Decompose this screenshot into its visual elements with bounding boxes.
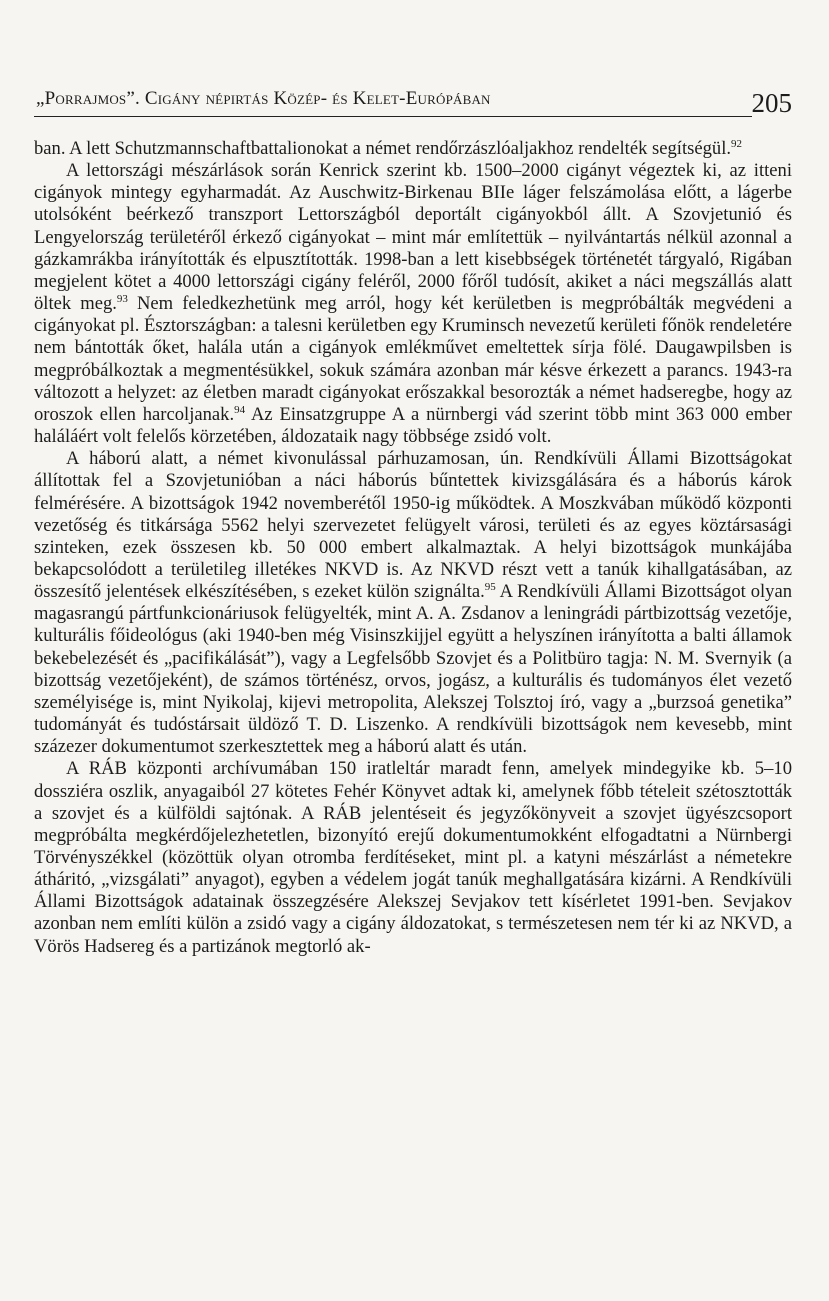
paragraph-text: A RÁB központi archívumában 150 iratleltár maradt fenn, amelyek mindegyike kb. 5–10 dossziéra oszlik, anyagaiból 27 kötetes Fehér Könyvet adtak ki, amelynek főbb tételeit szétosztották a szovjet és a külföldi sajtónak. A RÁB jelentéseit és jegyzőkönyveit a szovjet ügyészcsoport megpróbálta megkérdőjelezhetetlen, bizonyító erejű dokumentumokként elfogadtatni a Nürnbergi Törvényszékkel (közöttük olyan otromba ferdítéseket, mint pl. a katyni mészárlást a németekre átháritó, „vizsgálati” anyagot), egyben a védelem jogát tanúk meghallgatására kizárni. A Rendkívüli Állami Bizottságok adatainak összegzésére Alekszej Sevjakov tett kísérletet 1991-ben. Sevjakov azonban nem említi külön a zsidó vagy a cigány áldozatokat, s természetesen nem tér ki az NKVD, a Vörös Hadsereg és a partizánok megtorló ak- [34, 758, 792, 957]
running-head: „Porrajmos”. Cigány népirtás Közép- és Kelet-Európában [36, 88, 491, 109]
paragraph-text: A Rendkívüli Állami Bizottságot olyan magasrangú pártfunkcionáriusok felügyelték, mint A. A. Zsdanov a leningrádi pártbizottság vezetője, kulturális főideológus (aki 1940-ben még Visinszkijjel együtt a helyszínen irányította a balti államok bekebelezését és „pacifikálását”), vagy a Legfelsőbb Szovjet és a Politbüro tagja: N. M. Svernyik (a bizottság vezetőjeként), de számos történész, orvos, jogász, a kulturális és tudományos élet vezető személyisége is, mint Nyikolaj, kijevi metropolita, Alekszej Tolsztoj író, vagy a „burzsoá genetika” tudományát és tudóstársait üldöző T. D. Liszenko. A rendkívüli bizottságok nem kevesebb, mint százezer dokumentumot szerkesztettek meg a háború alatt és után. [34, 581, 792, 758]
header-rule [34, 116, 752, 117]
footnote-marker: 94 [234, 403, 246, 416]
paragraph-text: A lettországi mészárlások során Kenrick szerint kb. 1500–2000 cigányt végeztek ki, az itteni cigányok mintegy egyharmadát. Az Auschwitz-Birkenau BIIe láger felszámolása előtt, a lágerbe utolsóként beérkező transzport Lettországból deportált cigányokból állt. A Szovjetunió és Lengyelország területéről érkező cigányokat – mint már említettük – nyilvántartás nélkül azonnal a gázkamrákba irányították és elpusztították. 1998-ban a lett kisebbségek történetét tárgyaló, Rigában megjelent kötet a 4000 lettországi cigány feléről, 2000 főről tudósít, akiket a náci megszállás alatt öltek meg. [34, 160, 792, 315]
page-number: 205 [751, 88, 792, 118]
body-paragraph [34, 160, 792, 448]
paragraph-text: ban. A lett Schutzmannschaftbattalionokat a német rendőrzászlóaljakhoz rendelték segítségül. [34, 138, 732, 159]
footnote-marker: 92 [731, 137, 743, 150]
page-header [34, 70, 792, 120]
body-text [34, 138, 792, 958]
body-paragraph [34, 138, 792, 160]
paragraph-text: A háború alatt, a német kivonulással párhuzamosan, ún. Rendkívüli Állami Bizottságokat állítottak fel a Szovjetunióban a náci háborús bűntettek kivizsgálására és a háborús károk felmérésére. A bizottságok 1942 novemberétől 1950-ig működtek. A Moszkvában működő központi vezetőség és titkársága 5562 helyi szervezetet felügyelt városi, területi és az egyes köztársasági szinteken, ezek összesen kb. 50 000 embert alkalmaztak. A helyi bizottságok munkájába bekapcsolódott a területileg illetékes NKVD is. Az NKVD részt vett a tanúk kihallgatásában, az összesítő jelentések elkészítésében, s ezeket külön szignálta. [34, 448, 792, 603]
paragraph-text: Nem feledkezhetünk meg arról, hogy két kerületben is megpróbálták megvédeni a cigányokat pl. Észtországban: a talesni kerületben egy Kruminsch nevezetű kerületi főnök rendeletére nem bántották őket, halála után a cigányok emlékművet emeltettek sírja fölé. Daugawpilsben is megpróbálkoztak a megmentésükkel, sokuk számára azonban már késve érkezett a parancs. 1943-ra változott a helyzet: az életben maradt cigányokat erőszakkal besorozták a német hadseregbe, hogy az oroszok ellen harcoljanak. [34, 293, 792, 425]
footnote-marker: 95 [484, 580, 496, 593]
footnote-marker: 93 [116, 292, 128, 305]
body-paragraph [34, 758, 792, 957]
body-paragraph [34, 448, 792, 758]
paragraph-text: Az Einsatzgruppe A a nürnbergi vád szerint több mint 363 000 ember haláláért volt felelős körzetében, áldozataik nagy többsége zsidó volt. [34, 403, 793, 448]
